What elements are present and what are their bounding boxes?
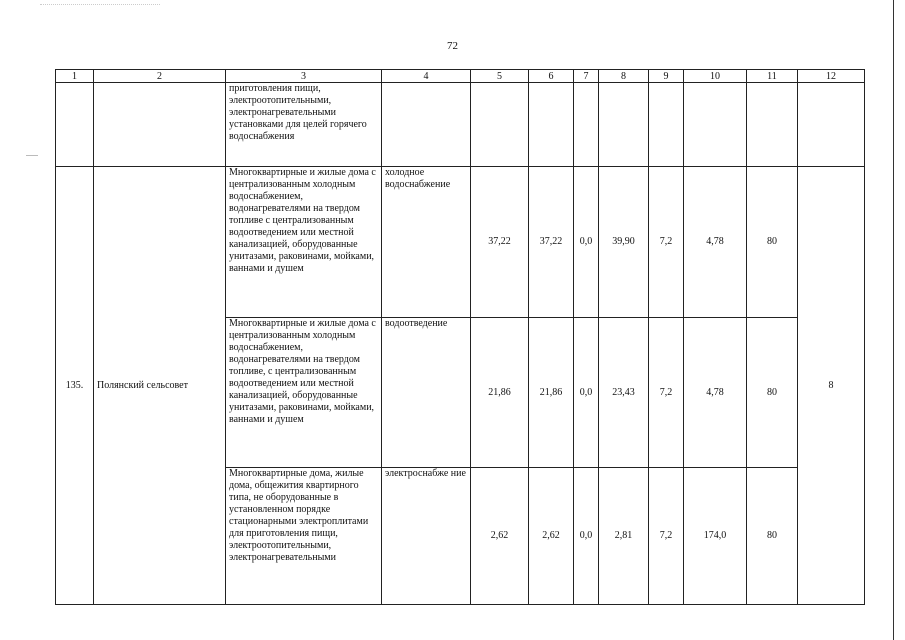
scan-artifact (26, 155, 38, 156)
value-cell: 2,62 (471, 468, 529, 605)
housing-description: приготовления пищи, электроотопительными, электронагревательными установками для целей горячего водоснабжения (226, 83, 382, 167)
value-cell: 0,0 (574, 167, 599, 318)
continuation-row (56, 83, 865, 167)
column-header: 4 (382, 70, 471, 83)
housing-description: Многоквартирные и жилые дома с централизованным холодным водоснабжением, водонагревателями на твердом топливе с централизованным водоотведением или местной канализацией, оборудованные унитазами, раковинами, мойками, ваннами и душем (226, 167, 382, 318)
entry-number: 135. (56, 167, 94, 605)
value-cell: 80 (747, 318, 798, 468)
value-cell: 23,43 (599, 318, 649, 468)
scan-artifact (40, 4, 160, 6)
column-header: 12 (798, 70, 865, 83)
empty-cell (747, 83, 798, 167)
empty-cell (94, 83, 226, 167)
value-cell: 0,0 (574, 468, 599, 605)
value-cell: 21,86 (471, 318, 529, 468)
value-cell: 80 (747, 468, 798, 605)
column-header: 2 (94, 70, 226, 83)
empty-cell (529, 83, 574, 167)
service-type: водоотведение (382, 318, 471, 468)
group-value-cell: 8 (798, 167, 865, 605)
empty-cell (471, 83, 529, 167)
column-header: 3 (226, 70, 382, 83)
value-cell: 2,62 (529, 468, 574, 605)
value-cell: 0,0 (574, 318, 599, 468)
service-type: электроснабже ние (382, 468, 471, 605)
empty-cell (649, 83, 684, 167)
value-cell: 7,2 (649, 167, 684, 318)
column-header: 6 (529, 70, 574, 83)
tariff-table (55, 69, 865, 605)
empty-cell (382, 83, 471, 167)
empty-cell (56, 83, 94, 167)
empty-cell (798, 83, 865, 167)
column-header: 11 (747, 70, 798, 83)
column-header: 10 (684, 70, 747, 83)
page-number: 72 (447, 40, 458, 52)
column-header: 7 (574, 70, 599, 83)
value-cell: 37,22 (471, 167, 529, 318)
table-row (56, 167, 865, 318)
value-cell: 21,86 (529, 318, 574, 468)
empty-cell (599, 83, 649, 167)
value-cell: 39,90 (599, 167, 649, 318)
value-cell: 37,22 (529, 167, 574, 318)
value-cell: 2,81 (599, 468, 649, 605)
column-header: 5 (471, 70, 529, 83)
service-type: холодное водоснабжение (382, 167, 471, 318)
value-cell: 174,0 (684, 468, 747, 605)
column-header: 1 (56, 70, 94, 83)
housing-description: Многоквартирные дома, жилые дома, общежития квартирного типа, не оборудованные в установленном порядке стационарными электроплитами для приготовления пищи, электроотопительными, электронагревательными (226, 468, 382, 605)
empty-cell (574, 83, 599, 167)
value-cell: 7,2 (649, 468, 684, 605)
value-cell: 4,78 (684, 167, 747, 318)
value-cell: 7,2 (649, 318, 684, 468)
value-cell: 80 (747, 167, 798, 318)
empty-cell (684, 83, 747, 167)
column-header: 9 (649, 70, 684, 83)
value-cell: 4,78 (684, 318, 747, 468)
housing-description: Многоквартирные и жилые дома с централизованным холодным водоснабжением, водонагревателями на твердом топливе, с централизованным водоотведением или местной канализацией, оборудованные унитазами, раковинами, мойками, ваннами и душем (226, 318, 382, 468)
settlement-name: Полянский сельсовет (94, 167, 226, 605)
column-header: 8 (599, 70, 649, 83)
page-edge-line (893, 0, 894, 640)
column-number-row (56, 70, 865, 83)
